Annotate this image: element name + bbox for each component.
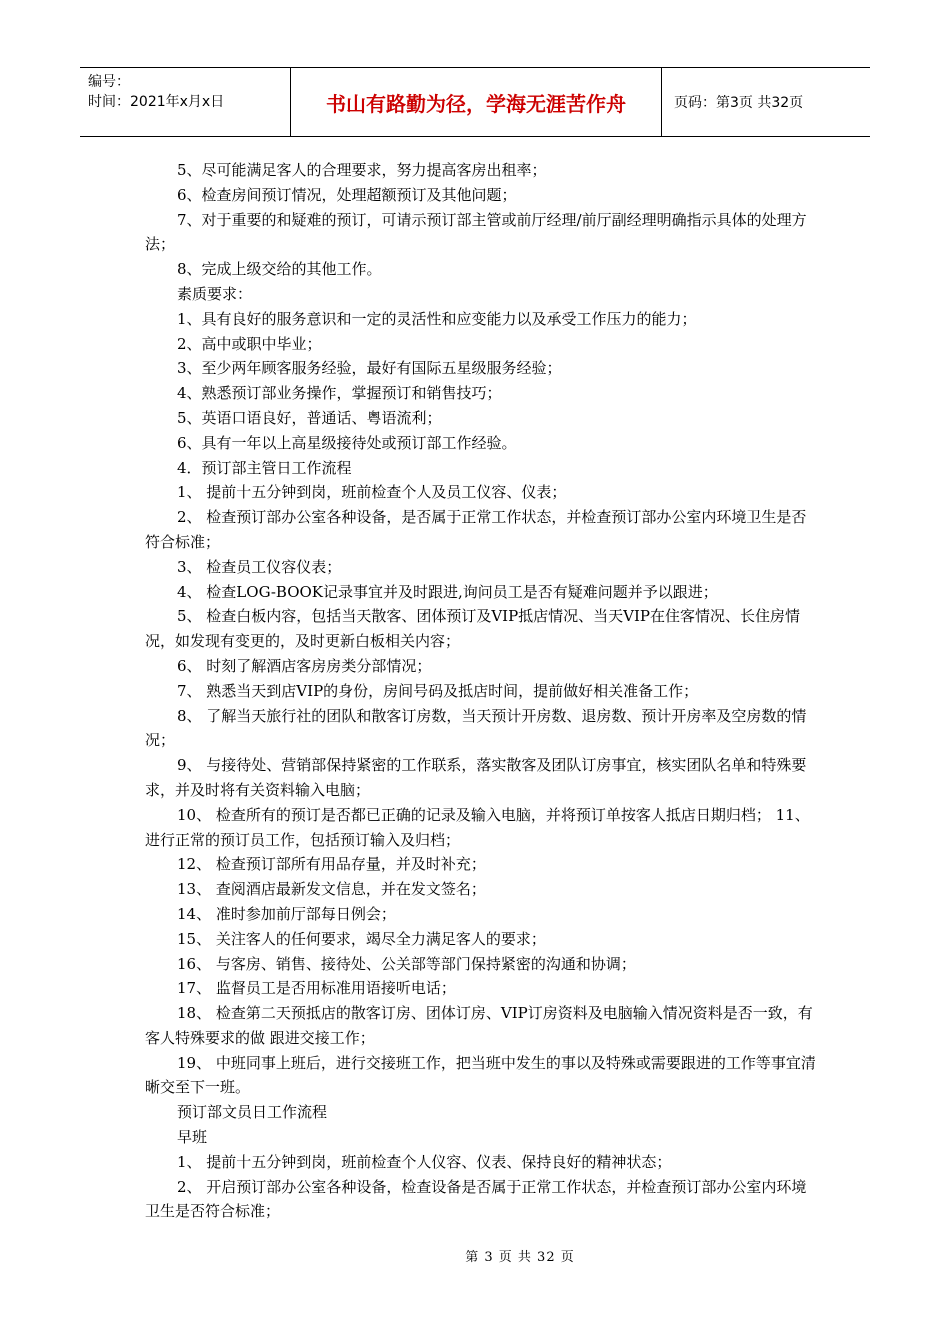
paragraph: 1、具有良好的服务意识和一定的灵活性和应变能力以及承受工作压力的能力； [177, 309, 697, 328]
paragraph: 1、 提前十五分钟到岗，班前检查个人及员工仪容、仪表； [177, 483, 567, 502]
time-label: 时间：2021年x月x日 [88, 94, 225, 110]
paragraph: 5、尽可能满足客人的合理要求，努力提高客房出租率； [177, 161, 547, 179]
paragraph: 8、完成上级交给的其他工作。 [177, 260, 382, 279]
paragraph: 9、 与接待处、营销部保持紧密的工作联系，落实散客及团队订房事宜，核实团队名单和特殊要求，并及时将有关资料输入电脑； [145, 756, 807, 799]
document-body [145, 158, 820, 1224]
paragraph: 16、 与客房、销售、接待处、公关部等部门保持紧密的沟通和协调； [177, 954, 636, 973]
shift-heading: 早班 [177, 1128, 208, 1147]
paragraph: 10、 检查所有的预订是否都已正确的记录及输入电脑，并将预订单按客人抵店日期归档； 11、 进行正常的预订员工作，包括预订输入及归档； [145, 805, 810, 849]
number-label: 编号： [88, 74, 130, 90]
paragraph: 19、 中班同事上班后，进行交接班工作，把当班中发生的事以及特殊或需要跟进的工作等事宜清晰交至下一班。 [145, 1053, 816, 1097]
paragraph: 12、 检查预订部所有用品存量，并及时补充； [177, 855, 486, 874]
section-heading: 预订部文员日工作流程 [177, 1103, 328, 1122]
paragraph: 6、具有一年以上高星级接待处或预订部工作经验。 [177, 433, 517, 452]
paragraph: 3、至少两年顾客服务经验，最好有国际五星级服务经验； [177, 359, 562, 378]
paragraph: 6、检查房间预订情况，处理超额预订及其他问题； [177, 185, 517, 204]
page-footer: 第 3 页 共 32 页 [465, 1250, 575, 1265]
paragraph: 18、 检查第二天预抵店的散客订房、团体订房、VIP订房资料及电脑输入情况资料是否一致，有客人特殊要求的做 跟进交接工作； [145, 1004, 813, 1047]
paragraph: 5、 检查白板内容，包括当天散客、团体预订及VIP抵店情况、当天VIP在住客情况、长住房情况，如发现有变更的，及时更新白板相关内容； [145, 607, 801, 651]
paragraph: 13、 查阅酒店最新发文信息，并在发文签名； [177, 880, 486, 899]
paragraph: 6、 时刻了解酒店客房房类分部情况； [177, 656, 432, 675]
paragraph: 1、 提前十五分钟到岗，班前检查个人仪容、仪表、保持良好的精神状态； [177, 1152, 672, 1171]
paragraph: 7、对于重要的和疑难的预订，可请示预订部主管或前厅经理/前厅副经理明确指示具体的处理方法； [145, 210, 807, 254]
paragraph: 2、 开启预订部办公室各种设备，检查设备是否属于正常工作状态，并检查预订部办公室内环境卫生是否符合标准； [145, 1177, 807, 1221]
paragraph: 7、 熟悉当天到店VIP的身份，房间号码及抵店时间，提前做好相关准备工作； [177, 681, 699, 700]
paragraph: 17、 监督员工是否用标准用语接听电话； [177, 979, 456, 998]
header-meta [80, 68, 291, 136]
header-motto: 书山有路勤为径，学海无涯苦作舟 [291, 68, 662, 136]
header-page-info: 页码：第3页 共32页 [674, 95, 804, 111]
paragraph: 8、 了解当天旅行社的团队和散客订房数，当天预计开房数、退房数、预计开房率及空房数的情况； [145, 706, 807, 750]
paragraph: 14、 准时参加前厅部每日例会； [177, 904, 396, 923]
paragraph: 4、熟悉预订部业务操作，掌握预订和销售技巧； [177, 384, 502, 403]
page-header [80, 67, 870, 137]
section-heading: 4．预订部主管日工作流程 [177, 458, 352, 477]
paragraph: 3、 检查员工仪容仪表； [177, 557, 342, 576]
paragraph: 15、 关注客人的任何要求，竭尽全力满足客人的要求； [177, 929, 546, 948]
paragraph: 5、英语口语良好，普通话、粤语流利； [177, 408, 442, 427]
paragraph: 2、高中或职中毕业； [177, 334, 322, 353]
paragraph: 4、 检查LOG-BOOK记录事宜并及时跟进,询问员工是否有疑难问题并予以跟进； [177, 582, 718, 601]
section-heading: 素质要求： [177, 284, 253, 303]
paragraph: 2、 检查预订部办公室各种设备，是否属于正常工作状态，并检查预订部办公室内环境卫生是否符合标准； [145, 508, 807, 551]
